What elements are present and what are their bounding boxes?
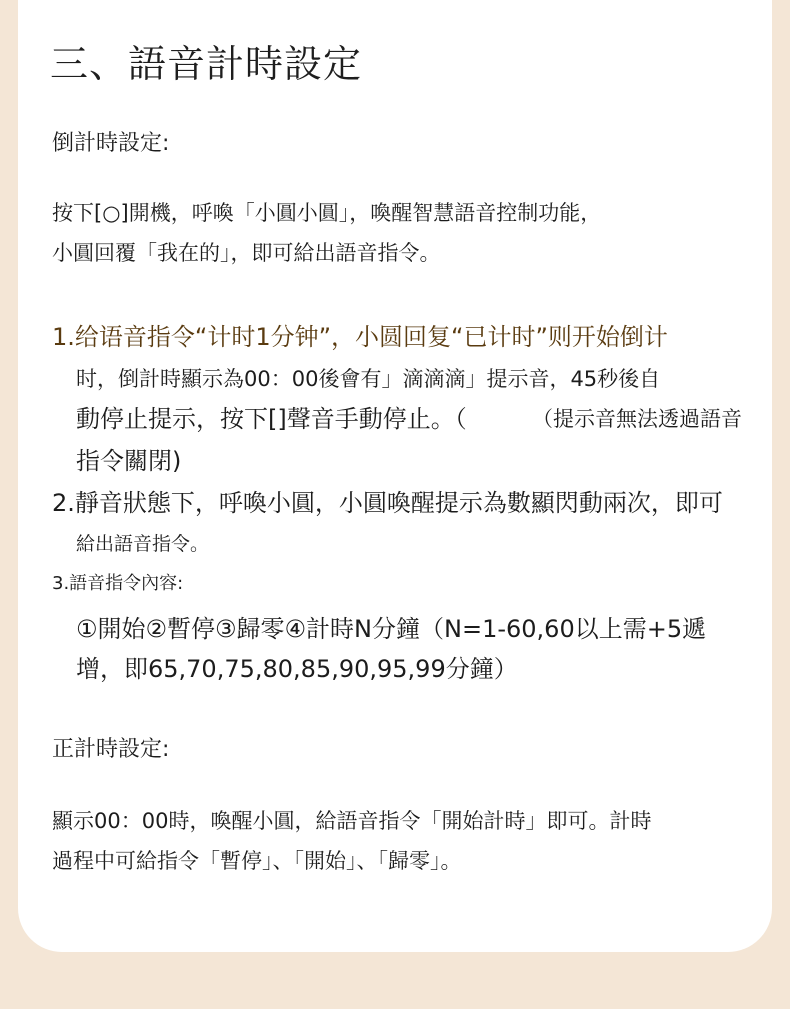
countup-line2: 過程中可給指令「暫停」、「開始」、「歸零」。 [52,849,462,873]
countdown-heading: 倒計時設定: [52,131,170,156]
page-title: 三、語音計時設定 [50,42,363,86]
countdown-item1-line4: 指令關閉) [76,447,182,475]
countdown-item3-line2: 增，即65,70,75,80,85,90,95,99分鐘） [76,655,518,683]
countup-line1: 顯示00：00時，喚醒小圓，給語音指令「開始計時」即可。計時 [52,809,652,833]
countup-heading: 正計時設定: [52,737,170,762]
countdown-intro-line1: 按下[○]開機，呼喚「小圓小圓」，喚醒智慧語音控制功能， [52,201,602,225]
countdown-item2-line2: 給出語音指令。 [76,533,210,555]
countdown-intro-line2: 小圓回覆「我在的」，即可給出語音指令。 [52,241,441,265]
countdown-item3-line1: ①開始②暫停③歸零④計時N分鐘（N=1-60,60以上需+5遞 [76,615,707,643]
countdown-item3-heading: 3.語音指令內容: [52,573,184,594]
countdown-item1-line1: 1.给语音指令“计时1分钟”，小圆回复“已计时”则开始倒计 [52,323,668,351]
countdown-item1-line2: 时，倒計時顯示為00：00後會有」滴滴滴」提示音，45秒後自 [76,367,661,391]
countdown-item2-line1: 2.靜音狀態下，呼喚小圓，小圓喚醒提示為數顯閃動兩次，即可 [52,489,723,517]
countdown-item1-line3a: 動停止提示，按下[]聲音手動停止。（ [76,405,467,433]
countdown-item1-line3b: （提示音無法透過語音 [532,407,742,431]
